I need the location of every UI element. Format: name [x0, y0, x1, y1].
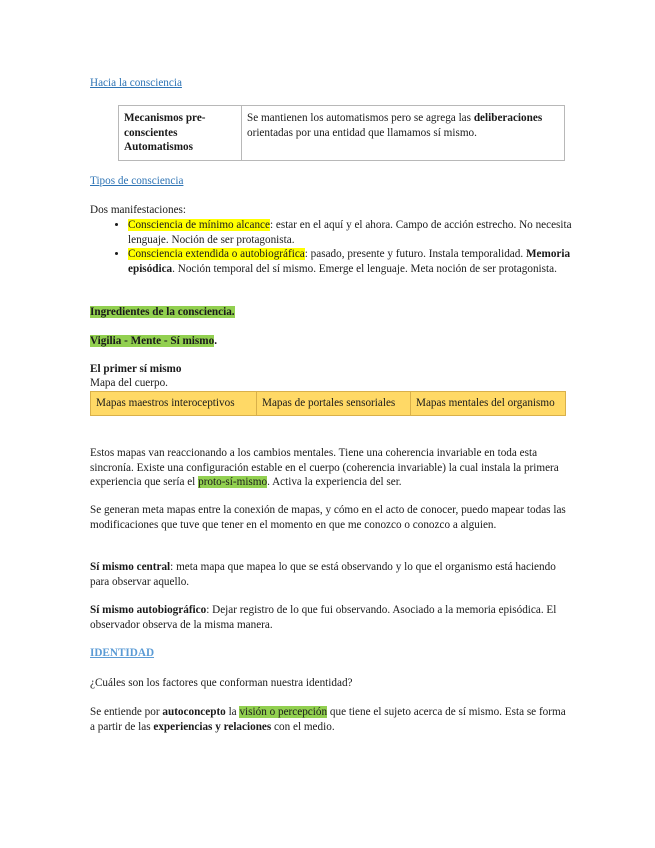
paragraph-autobiographical-self: Sí mismo autobiográfico: Dejar registro de lo que fui observando. Asociado a la memoria episódica. El observador observa de la misma manera.: [90, 604, 557, 631]
mapa-del-cuerpo: Mapa del cuerpo.: [90, 377, 168, 389]
maps-cell-sensory-portals: Mapas de portales sensoriales: [257, 392, 411, 416]
mechanisms-label-cell: Mecanismos pre- conscientes Automatismos: [119, 106, 242, 161]
identidad-heading[interactable]: IDENTIDAD: [90, 647, 155, 659]
types-heading[interactable]: Tipos de consciencia: [90, 175, 184, 187]
title-heading[interactable]: Hacia la consciencia: [90, 77, 182, 89]
mechanisms-table: [118, 105, 565, 161]
ingredients-heading: Ingredientes de la consciencia.: [90, 306, 235, 318]
manifestations-list: [90, 218, 608, 276]
list-item: • Consciencia extendida o autobiográfica: pasado, presente y futuro. Instala temporalidad. Memoria episódica. Noción temporal del sí mismo. Emerge el lenguaje. Meta noción de ser protagonista.: [128, 247, 608, 276]
maps-table: [90, 391, 566, 416]
list-item: • Consciencia de mínimo alcance: estar en el aquí y el ahora. Campo de acción estrecho. No necesita lenguaje. Noción de ser protagonista.: [128, 218, 608, 247]
identity-question: ¿Cuáles son los factores que conforman nuestra identidad?: [90, 677, 353, 689]
paragraph-core-self: Sí mismo central: meta mapa que mapea lo que se está observando y lo que el organismo está haciendo para observar aquello.: [90, 561, 556, 588]
maps-cell-interoceptive: Mapas maestros interoceptivos: [91, 392, 257, 416]
mechanisms-description-cell: Se mantienen los automatismos pero se agrega las deliberaciones orientadas por una entidad que llamamos sí mismo.: [242, 106, 565, 161]
primer-si-mismo-heading: El primer sí mismo: [90, 363, 182, 375]
maps-cell-mental-organism: Mapas mentales del organismo: [411, 392, 566, 416]
paragraph-proto-self: Estos mapas van reaccionando a los cambios mentales. Tiene una coherencia invariable en toda esta sincronía. Existe una configuración estable en el cuerpo (coherencia invariable) la cual instala la primera experiencia que sería el proto-sí-mismo. Activa la experiencia del ser.: [90, 447, 559, 488]
paragraph-self-concept: Se entiende por autoconcepto la visión o percepción que tiene el sujeto acerca de sí mismo. Esta se forma a partir de las experiencias y relaciones con el medio.: [90, 706, 566, 733]
manifestations-intro: Dos manifestaciones:: [90, 204, 187, 216]
paragraph-meta-maps: Se generan meta mapas entre la conexión de mapas, y cómo en el acto de conocer, puedo mapear todas las modificaciones que tuve que tener en el momento en que me conozco o conozco a alguien.: [90, 504, 566, 531]
vigilia-heading: Vigilia - Mente - Sí mismo.: [90, 335, 217, 347]
